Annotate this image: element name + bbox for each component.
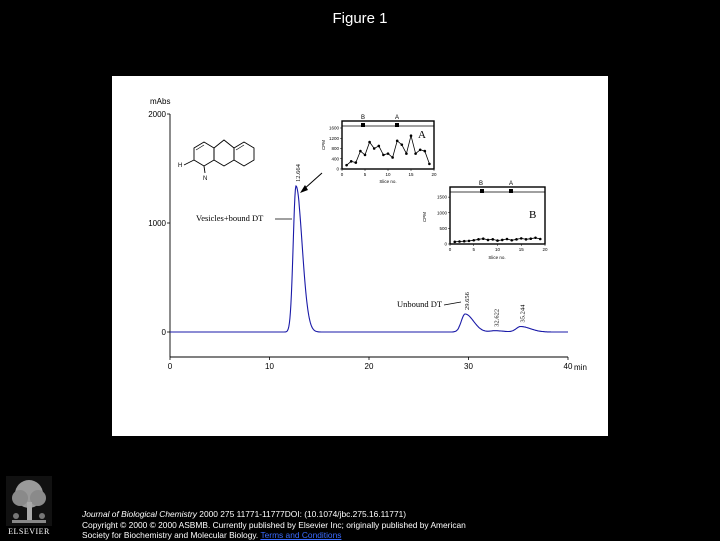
inset-a-point-1 (350, 160, 353, 163)
inset-b-point-5 (477, 238, 480, 241)
main-x-tick-label-3: 30 (464, 362, 473, 371)
copyright-line: Copyright © 2000 © 2000 ASBMB. Currently published by Elsevier Inc; originally published by American (82, 519, 466, 530)
inset-b-x-tick-label-1: 5 (472, 247, 476, 252)
citation-details: 2000 275 11771-11777DOI: (10.1074/jbc.275.16.11771) (196, 509, 407, 519)
inset-b-y-tick-label-3: 1500 (436, 194, 447, 200)
inset-a-band-b-marker (361, 123, 365, 127)
citation-line-1 (82, 509, 712, 520)
inset-b-top-label-a: A (508, 181, 514, 187)
inset-a-top-label-a: A (394, 115, 400, 121)
citation-footer (82, 509, 712, 541)
inset-b-point-15 (525, 238, 528, 241)
inset-a-point-10 (391, 156, 394, 159)
inset-a-y-label: CPM (321, 140, 326, 150)
inset-b-point-12 (510, 239, 513, 242)
main-y-tick-label-1: 1000 (148, 219, 166, 228)
inset-b-band-a-marker (509, 189, 513, 193)
figure-panel (112, 76, 608, 436)
inset-b-point-1 (458, 240, 461, 243)
inset-b-x-tick-label-0: 0 (448, 247, 452, 252)
inset-b-band-b-marker (480, 189, 484, 193)
publisher-name: ELSEVIER (8, 527, 50, 536)
inset-b-panel-label: B (529, 209, 537, 221)
inset-b-point-9 (496, 239, 499, 242)
inset-b-point-18 (539, 238, 542, 241)
inset-a-point-3 (359, 150, 362, 153)
inset-b-point-11 (506, 238, 509, 241)
peak-label-0: 12.664 (294, 164, 302, 182)
main-y-tick-label-0: 0 (161, 328, 166, 337)
terms-link[interactable]: Terms and Conditions (260, 530, 342, 540)
inset-a-y-tick-label-1: 400 (331, 156, 339, 162)
inset-b-x-tick-label-3: 15 (518, 247, 524, 252)
inset-b-point-6 (482, 237, 485, 240)
inset-a-y-tick-label-3: 1200 (328, 135, 339, 141)
society-text: Society for Biochemistry and Molecular Biology. (82, 530, 261, 540)
inset-b-y-label: CPM (422, 212, 427, 222)
inset-b-point-14 (520, 237, 523, 240)
slide-title: Figure 1 (332, 10, 388, 27)
inset-b-x-tick-label-2: 10 (494, 247, 501, 252)
inset-a-x-tick-label-4: 20 (431, 172, 437, 177)
journal-name: Journal of Biological Chemistry (82, 509, 197, 519)
inset-b-point-10 (501, 239, 504, 242)
inset-a-point-13 (405, 152, 408, 155)
inset-a-x-tick-label-0: 0 (340, 172, 344, 177)
inset-a-point-12 (401, 143, 404, 146)
inset-b-y-tick-label-1: 500 (439, 225, 447, 231)
inset-a-x-tick-label-3: 15 (408, 172, 414, 177)
inset-a-point-16 (419, 148, 422, 151)
inset-b-y-tick-label-2: 1000 (436, 210, 447, 216)
chemical-structure-diagram (184, 140, 254, 173)
inset-a-point-7 (378, 145, 381, 148)
inset-a-point-9 (387, 152, 390, 155)
annotation-unbound-leader (444, 302, 461, 305)
main-x-tick-label-4: 40 (563, 362, 573, 371)
peak-label-3: 35.244 (519, 304, 527, 323)
inset-a-panel-label: A (418, 129, 426, 141)
inset-a-point-4 (364, 154, 367, 157)
main-x-axis-label: min (574, 363, 587, 372)
inset-b-point-3 (468, 240, 471, 243)
inset-a-point-17 (424, 150, 427, 153)
peak-label-2: 32.622 (493, 308, 501, 327)
inset-a-point-14 (410, 134, 413, 137)
inset-b-point-17 (534, 236, 537, 239)
inset-b-point-4 (472, 239, 475, 242)
annotation-unbound: Unbound DT (397, 299, 443, 309)
main-x-tick-label-0: 0 (167, 362, 173, 371)
peak-label-1: 29.656 (464, 292, 472, 311)
inset-a-point-18 (428, 163, 431, 166)
inset-b-point-0 (453, 241, 456, 244)
inset-a-y-tick-label-2: 800 (331, 146, 339, 151)
inset-b-point-13 (515, 238, 518, 241)
chromatogram-figure (112, 76, 608, 436)
main-x-tick-label-2: 20 (364, 362, 374, 371)
main-x-tick-label-1: 10 (265, 362, 274, 371)
inset-a-top-label-b: B (360, 115, 366, 121)
inset-a-y-tick-label-0: 0 (336, 166, 339, 172)
inset-a-point-0 (345, 164, 348, 167)
citation-line-3 (82, 530, 712, 541)
inset-b-point-7 (487, 239, 490, 242)
inset-a-point-5 (368, 141, 371, 144)
inset-a-point-8 (382, 154, 385, 157)
inset-b-point-2 (463, 240, 466, 243)
inset-b-x-label: Slice no. (488, 255, 506, 260)
structure-label-bottom: N (203, 176, 208, 182)
inset-a-point-2 (355, 161, 358, 164)
inset-a-x-tick-label-1: 5 (363, 172, 367, 177)
structure-label-left: H (178, 163, 183, 169)
inset-b-point-8 (491, 238, 494, 241)
main-y-axis-label: mAbs (150, 97, 171, 106)
inset-a-y-tick-label-4: 1600 (328, 125, 339, 131)
inset-a-band-a-marker (395, 123, 399, 127)
inset-a-point-15 (414, 152, 417, 155)
main-y-tick-label-2: 2000 (148, 110, 166, 119)
inset-b-x-tick-label-4: 20 (542, 247, 548, 252)
inset-b-point-16 (529, 237, 532, 240)
inset-a-point-6 (373, 147, 376, 150)
inset-a-x-label: Slice no. (379, 179, 397, 184)
inset-a-point-11 (396, 140, 399, 143)
inset-b-y-tick-label-0: 0 (444, 241, 447, 247)
inset-b-top-label-b: B (478, 181, 484, 187)
inset-a-x-tick-label-2: 10 (385, 172, 391, 177)
annotation-vesicles-bound: Vesicles+bound DT (196, 213, 264, 223)
